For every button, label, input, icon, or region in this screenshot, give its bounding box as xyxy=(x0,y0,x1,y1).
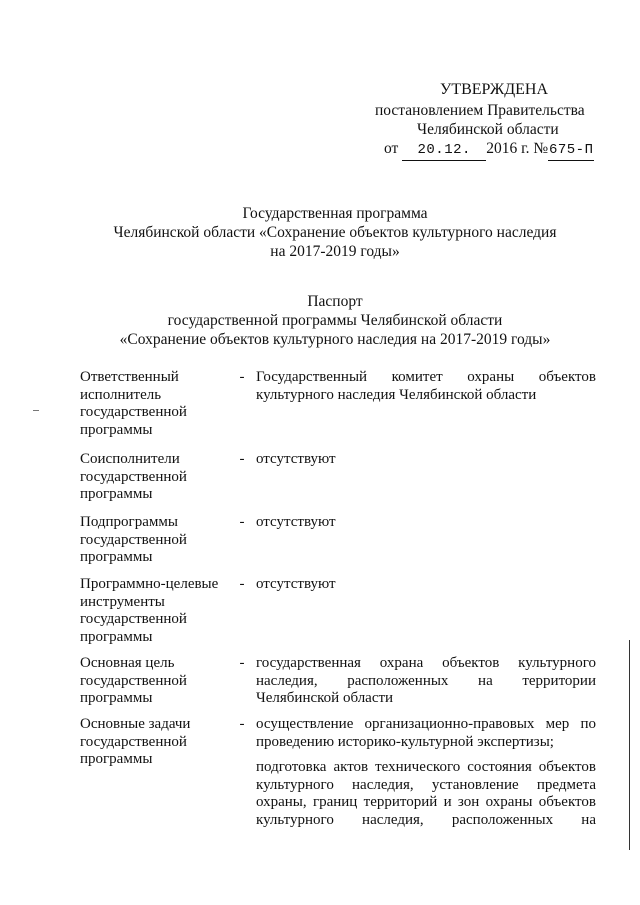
program-title-line3: на 2017-2019 годы» xyxy=(270,243,400,260)
row-label: Ответственный исполнитель государственной программы xyxy=(80,369,187,438)
scan-mark xyxy=(33,410,39,411)
row-value-text: Государственный комитет охраны объектов культурного наследия Челябинской области xyxy=(256,369,596,403)
row-value-text: отсутствуют xyxy=(256,576,336,592)
approval-resolution: постановлением Правительства xyxy=(375,102,585,119)
scan-edge-line xyxy=(629,640,630,850)
row-label: Программно-целевые инструменты государственной программы xyxy=(80,576,219,645)
row-dash: - xyxy=(239,451,245,467)
row-label: Основная цель государственной программы xyxy=(80,655,187,706)
row-dash: - xyxy=(239,655,245,671)
approval-number: 675-П xyxy=(548,140,594,161)
row-value-text: государственная охрана объектов культурного наследия, расположенных на территории Челябинской области xyxy=(256,655,596,706)
row-dash: - xyxy=(239,369,245,385)
approval-title: УТВЕРЖДЕНА xyxy=(440,81,549,98)
row-value-text-continued: подготовка актов технического состояния объектов культурного наследия, установление предмета охраны, границ территорий и зон охраны объектов культурного наследия, расположенных на xyxy=(256,759,596,828)
approval-year: 2016 г. № xyxy=(486,140,549,157)
approval-date-line xyxy=(384,139,594,161)
row-label: Соисполнители государственной программы xyxy=(80,451,187,502)
row-value xyxy=(256,716,596,829)
row-label: Основные задачи государственной программы xyxy=(80,716,191,767)
program-title xyxy=(80,204,590,261)
row-value-text: отсутствуют xyxy=(256,514,336,530)
approval-region: Челябинской области xyxy=(417,121,559,138)
passport-title xyxy=(80,292,590,349)
row-label: Подпрограммы государственной программы xyxy=(80,514,187,565)
approval-prefix: от xyxy=(384,140,399,157)
program-title-line1: Государственная программа xyxy=(242,205,428,222)
approval-date: 20.12. xyxy=(402,140,486,161)
row-value-text: осуществление организационно-правовых мер по проведению историко-культурной экспертизы; xyxy=(256,716,596,750)
passport-title-line2: государственной программы Челябинской области xyxy=(167,312,503,329)
row-value-text: отсутствуют xyxy=(256,451,336,467)
program-title-line2: Челябинской области «Сохранение объектов культурного наследия xyxy=(113,224,557,241)
row-value xyxy=(256,451,596,469)
row-dash: - xyxy=(239,514,245,530)
passport-title-line3: «Сохранение объектов культурного наследия на 2017-2019 годы» xyxy=(119,331,551,348)
row-dash: - xyxy=(239,576,245,592)
row-value xyxy=(256,576,596,594)
row-value xyxy=(256,655,596,708)
row-value xyxy=(256,369,596,404)
row-value xyxy=(256,514,596,532)
row-dash: - xyxy=(239,716,245,732)
passport-title-line1: Паспорт xyxy=(307,293,363,310)
